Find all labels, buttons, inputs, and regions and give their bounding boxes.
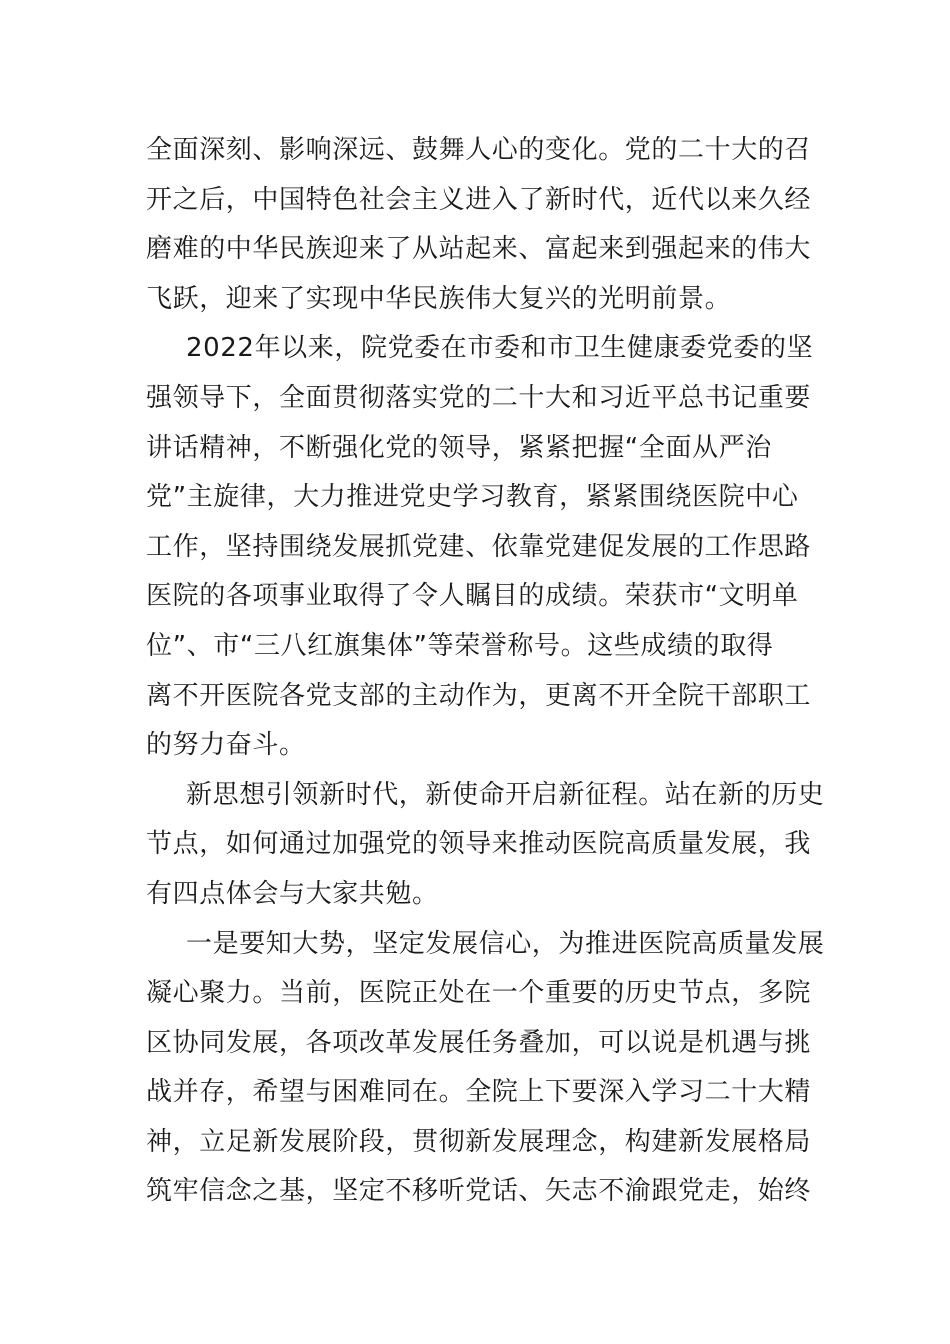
text-line: 位”、市“三八红旗集体”等荣誉称号。这些成绩的取得 [146, 630, 774, 661]
text-line: 战并存，希望与困难同在。全院上下要深入学习二十大精 [146, 1077, 812, 1108]
text-line: 筑牢信念之基，坚定不移听党话、矢志不渝跟党走，始终 [146, 1176, 812, 1207]
text-line: 离不开医院各党支部的主动作为，更离不开全院干部职工 [146, 680, 812, 711]
paragraph-first-line: 新思想引领新时代，新使命开启新征程。站在新的历史 [186, 779, 825, 810]
text-line: 节点，如何通过加强党的领导来推动医院高质量发展，我 [146, 829, 812, 860]
text-line: 开之后，中国特色社会主义进入了新时代，近代以来久经 [146, 184, 812, 215]
text-line: 磨难的中华民族迎来了从站起来、富起来到强起来的伟大 [146, 234, 812, 265]
text-line: 工作，坚持围绕发展抓党建、依靠党建促发展的工作思路 [146, 531, 812, 562]
text-line: 区协同发展，各项改革发展任务叠加，可以说是机遇与挑 [146, 1027, 812, 1058]
paragraph-first-line: 一是要知大势，坚定发展信心，为推进医院高质量发展 [186, 928, 825, 959]
text-line: 全面深刻、影响深远、鼓舞人心的变化。党的二十大的召 [146, 135, 812, 165]
text-line: 神，立足新发展阶段，贯彻新发展理念，构建新发展格局 [146, 1126, 812, 1157]
text-line: 飞跃，迎来了实现中华民族伟大复兴的光明前景。 [146, 283, 732, 314]
text-line: 的努力奋斗。 [146, 730, 306, 761]
paragraph-first-line: 2022年以来，院党委在市委和市卫生健康委党委的坚 [186, 333, 814, 364]
text-line: 强领导下，全面贯彻落实党的二十大和习近平总书记重要 [146, 382, 812, 413]
text-line: 党”主旋律，大力推进党史学习教育，紧紧围绕医院中心 [146, 482, 799, 513]
text-line: 凝心聚力。当前，医院正处在一个重要的历史节点，多院 [146, 978, 812, 1009]
text-line: 医院的各项事业取得了令人瞩目的成绩。荣获市“文明单 [146, 581, 799, 612]
text-line: 讲话精神，不断强化党的领导，紧紧把握“全面从严治 [146, 432, 772, 463]
text-line: 有四点体会与大家共勉。 [146, 878, 439, 909]
document-body [146, 126, 825, 1217]
